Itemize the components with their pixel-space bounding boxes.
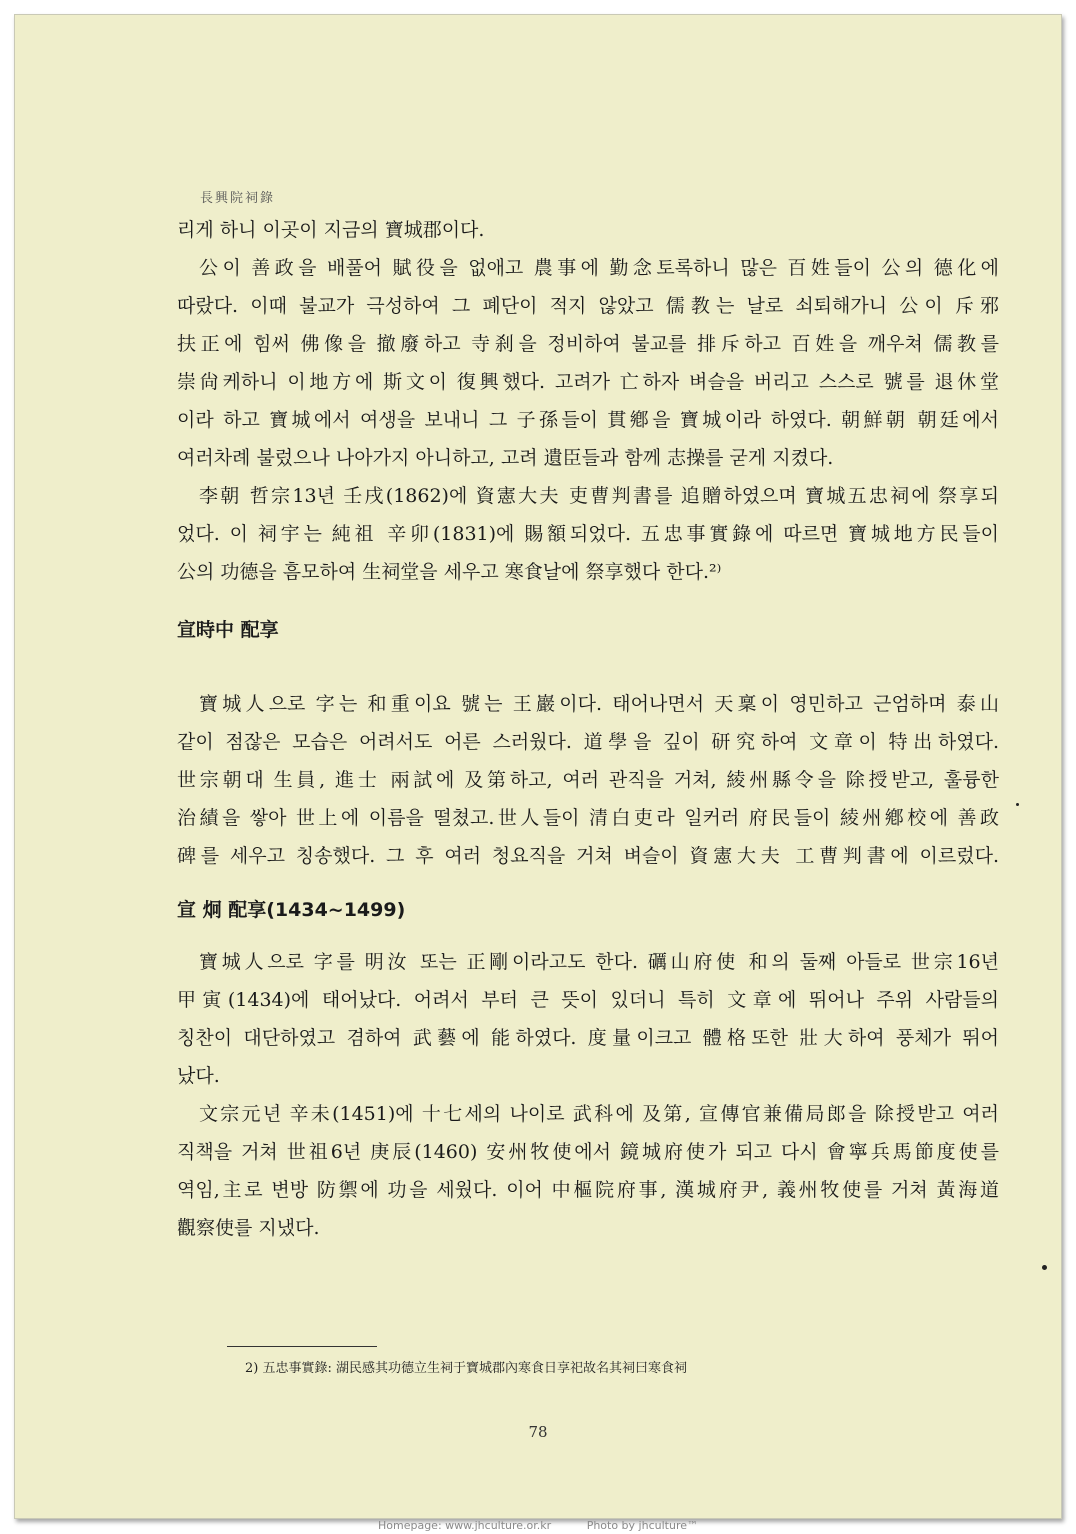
text-line: 리게 하니 이곳이 지금의 寶城郡이다. — [177, 219, 485, 241]
text-line: 崇尙케하니 이地方에 斯文이 復興했다. 고려가 亡하자 벼슬을 버리고 스스로 號를 退休堂 — [177, 371, 999, 393]
section-3 — [177, 943, 999, 1247]
text-line: 여러차례 불렀으나 나아가지 아니하고, 고려 遺臣들과 함께 志操를 굳게 지켰다. — [177, 447, 834, 469]
text-line: 같이 점잖은 모습은 어려서도 어른 스러웠다. 道學을 깊이 研究하여 文章이 特出하였다. — [177, 731, 999, 753]
text-line: 이라 하고 寶城에서 여생을 보내니 그 子孫들이 貫鄕을 寶城이라 하였다. 朝鮮朝 朝廷에서 — [177, 409, 999, 431]
text-line: 公의 功德을 흠모하여 生祠堂을 세우고 寒食날에 祭享했다 한다.²⁾ — [177, 561, 722, 583]
section-1 — [177, 211, 999, 591]
section-2 — [177, 685, 999, 875]
page-number: 78 — [528, 1423, 548, 1441]
text-line: 觀察使를 지냈다. — [177, 1217, 320, 1239]
text-line: 公이 善政을 배풀어 賦役을 없애고 農事에 勤念토록하니 많은 百姓들이 公의 德化에 — [199, 257, 999, 279]
text-line: 寶城人으로 字는 和重이요 號는 王巖이다. 태어나면서 天稟이 영민하고 근엄하며 泰山 — [199, 693, 999, 715]
text-line: 李朝 哲宗13년 壬戌(1862)에 資憲大夫 吏曹判書를 追贈하였으며 寶城五忠祠에 祭享되 — [199, 485, 999, 507]
page-body — [177, 211, 999, 1247]
heading-seon-hyeong: 宣 炯 配享(1434~1499) — [177, 899, 406, 921]
photo-credit-bar — [0, 1517, 1076, 1534]
text-line: 났다. — [177, 1065, 220, 1087]
text-line: 甲寅(1434)에 태어났다. 어려서 부터 큰 뜻이 있더니 특히 文章에 뛰어나 주위 사람들의 — [177, 989, 999, 1011]
text-line: 治績을 쌓아 世上에 이름을 떨쳤고.世人들이 清白吏라 일커러 府民들이 綾州鄕校에 善政 — [177, 807, 999, 829]
text-line: 따랐다. 이때 불교가 극성하여 그 폐단이 적지 않았고 儒教는 날로 쇠퇴해가니 公이 斥邪 — [177, 295, 999, 317]
text-line: 직책을 거쳐 世祖6년 庚辰(1460) 安州牧使에서 鏡城府使가 되고 다시 會寧兵馬節度使를 — [177, 1141, 999, 1163]
text-line: 었다. 이 祠宇는 純祖 辛卯(1831)에 賜額되었다. 五忠事實錄에 따르면 寶城地方民들이 — [177, 523, 999, 545]
text-line: 寶城人으로 字를 明汝 또는 正剛이라고도 한다. 礪山府使 和의 둘째 아들로 世宗16년 — [199, 951, 999, 973]
heading-seon-sijung: 宣時中 配享 — [177, 619, 279, 641]
text-line: 扶正에 힘써 佛像을 撤廢하고 寺刹을 정비하여 불교를 排斥하고 百姓을 깨우쳐 儒教를 — [177, 333, 999, 355]
text-line: 碑를 세우고 칭송했다. 그 후 여러 청요직을 거쳐 벼슬이 資憲大夫 工曹判書에 이르렀다. — [177, 845, 999, 867]
dust-speck — [1042, 1265, 1047, 1270]
text-line: 역임,主로 변방 防禦에 功을 세웠다. 이어 中樞院府事, 漢城府尹, 義州牧使를 거쳐 黃海道 — [177, 1179, 999, 1201]
homepage-credit: Homepage: www.jhculture.or.kr — [377, 1519, 552, 1532]
text-line: 칭찬이 대단하였고 겸하여 武藝에 能하였다. 度量이크고 體格또한 壯大하여 풍체가 뛰어 — [177, 1027, 999, 1049]
text-line: 文宗元년 辛未(1451)에 十七세의 나이로 武科에 及第, 宣傳官兼備局郎을 除授받고 여러 — [199, 1103, 999, 1125]
running-head: 長興院祠錄 — [200, 191, 276, 206]
photo-credit: Photo by jhculture™ — [586, 1519, 698, 1532]
scanned-page — [14, 14, 1062, 1519]
dust-speck — [1016, 803, 1019, 806]
footnote-rule — [227, 1346, 377, 1347]
footnote: 2) 五忠事實錄: 湖民感其功德立生祠于寶城郡內寒食日享祀故名其祠曰寒食祠 — [245, 1361, 687, 1376]
text-line: 世宗朝대 生員, 進士 兩試에 及第하고, 여러 관직을 거쳐, 綾州縣令을 除授받고, 훌륭한 — [177, 769, 999, 791]
